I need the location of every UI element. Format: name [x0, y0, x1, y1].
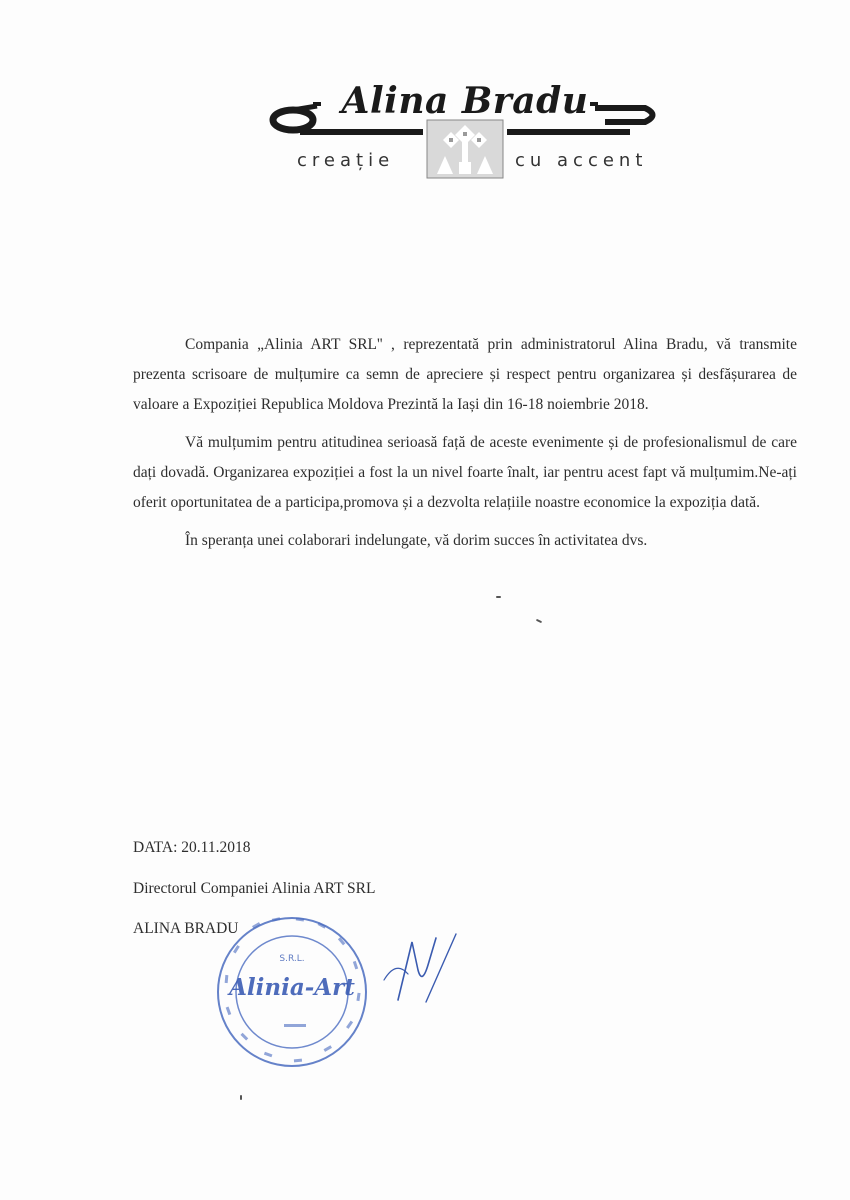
letter-body — [133, 330, 797, 564]
paragraph-thanks: Compania „Alinia ART SRL'' , reprezentată prin administratorul Alina Bradu, vă transmite prezenta scrisoare de mulțumire ca semn de apreciere și respect pentru organizarea și desfășurarea de valoare a Expoziției Republica Moldova Prezintă la Iași din 16-18 noiembrie 2018. — [133, 336, 797, 413]
stamp-srl: S.R.L. — [279, 954, 305, 964]
handwritten-signature — [378, 930, 468, 1010]
stamp-company-name: Alinia-Art — [229, 974, 355, 1001]
tagline-right: cu accent — [515, 150, 648, 171]
company-stamp — [212, 912, 372, 1072]
scan-speck — [536, 619, 542, 623]
director-name: ALINA BRADU — [133, 920, 239, 937]
brand-name: Alina Bradu — [341, 80, 589, 122]
tagline-left: creație — [297, 150, 395, 171]
paragraph-closing: În speranța unei colaborari indelungate, vă dorim succes în activitatea dvs. — [185, 532, 648, 549]
scan-speck — [240, 1095, 242, 1100]
paragraph-appreciation: Vă mulțumim pentru atitudinea serioasă față de aceste evenimente și de profesionalismul de care dați dovadă. Organizarea expoziției a fost la un nivel foarte înalt, iar pentru acest fapt vă mulțumim.Ne-ați oferit oportunitatea de a participa,promova și a dezvolta relațiile noastre economice la expoziția dată. — [133, 434, 797, 511]
letter-date: DATA: 20.11.2018 — [133, 839, 251, 856]
director-title: Directorul Companiei Alinia ART SRL — [133, 880, 376, 897]
scan-speck — [496, 596, 501, 598]
